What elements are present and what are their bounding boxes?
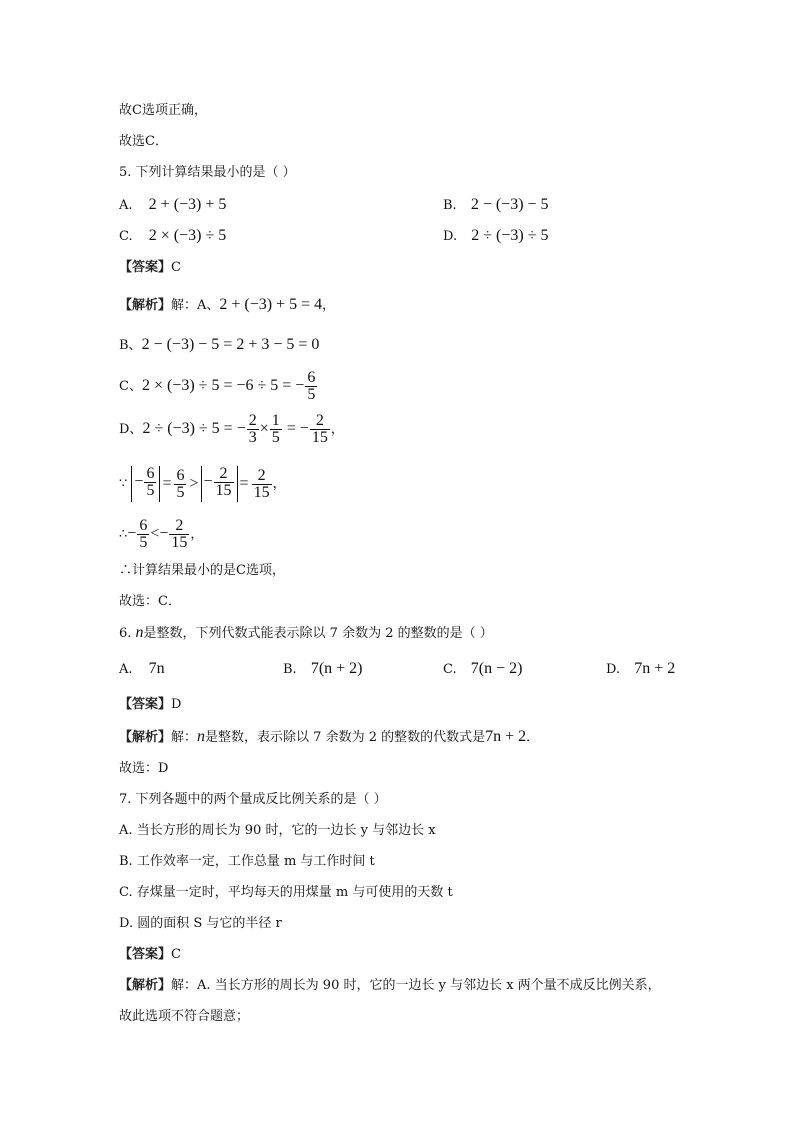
text: ， <box>190 527 204 542</box>
denominator: 3 <box>248 429 257 446</box>
numerator: 6 <box>307 369 316 386</box>
math-expr: 2 − (−3) − 5 = 2 + 3 − 5 = 0 <box>141 336 320 353</box>
math-expr: 2 + (−3) + 5 <box>148 196 227 213</box>
fraction <box>270 413 282 446</box>
therefore-symbol: ∴ <box>119 527 128 542</box>
operator: = <box>286 420 296 437</box>
option-c: C. 存煤量一定时，平均每天的用煤量 m 与可使用的天数 t <box>119 885 453 900</box>
question-5: 5. 下列计算结果最小的是（ ） <box>119 165 296 180</box>
operator: − <box>134 473 144 490</box>
text: 是整数，表示除以 7 余数为 2 的整数的代数式是 <box>205 730 486 745</box>
numerator: 2 <box>248 412 257 429</box>
fraction <box>214 466 234 499</box>
text: D、 <box>119 422 143 437</box>
math-expr: 7(n − 2) <box>470 660 523 677</box>
numerator: 2 <box>252 468 272 485</box>
fraction <box>144 466 156 499</box>
answer-tag: 【答案】 <box>119 947 172 962</box>
operator: − <box>203 473 213 490</box>
option-d: D. 圆的面积 S 与它的半径 r <box>119 916 282 931</box>
math-expr: 2 − (−3) − 5 <box>470 196 549 213</box>
text: B、 <box>119 338 142 353</box>
operator: = <box>162 474 172 492</box>
option-a: A. 当长方形的周长为 90 时，它的一边长 y 与邻边长 x <box>119 823 436 838</box>
answer-value: D <box>171 697 182 712</box>
denominator: 15 <box>215 482 232 499</box>
denominator: 15 <box>171 534 188 551</box>
denominator: 5 <box>307 386 316 403</box>
option-a <box>119 660 165 679</box>
answer-line <box>119 946 181 964</box>
answer-line <box>119 696 181 714</box>
fraction <box>174 468 186 501</box>
denominator: 15 <box>253 483 270 501</box>
numerator: 1 <box>271 412 280 429</box>
numerator: 2 <box>169 518 189 535</box>
denominator: 5 <box>176 483 185 501</box>
text-line: 故选：C． <box>119 594 181 609</box>
analysis-line <box>119 977 661 995</box>
numerator: 2 <box>214 466 234 483</box>
text: 6. <box>119 626 136 641</box>
text: ． <box>526 730 540 745</box>
text: 解：A. 当长方形的周长为 90 时，它的一边长 y 与邻边长 x 两个量不成反比例关系， <box>171 978 661 993</box>
denominator: 5 <box>271 429 280 446</box>
analysis-line <box>119 296 335 315</box>
text-line: 故C选项正确， <box>119 103 207 118</box>
operator: − <box>127 525 137 542</box>
option-b <box>283 660 363 679</box>
option-label: D. <box>443 229 458 244</box>
operator: = <box>239 474 249 492</box>
denominator: 5 <box>146 482 155 499</box>
numerator: 6 <box>176 466 185 484</box>
option-b: B. 工作效率一定，工作总量 m 与工作时间 t <box>119 854 375 869</box>
option-label: A. <box>119 662 133 677</box>
option-label: C. <box>443 662 457 677</box>
answer-value: C <box>171 260 181 275</box>
answer-value: C <box>171 947 181 962</box>
fraction <box>137 518 149 551</box>
operator: < <box>150 525 160 542</box>
because-symbol: ∵ <box>119 476 128 492</box>
answer-tag: 【答案】 <box>119 260 172 275</box>
text-line: 故选C． <box>119 134 168 149</box>
analysis-line <box>119 728 539 747</box>
analysis-step-b <box>119 336 319 355</box>
operator: × <box>259 420 269 437</box>
text-line: ∴计算结果最小的是C选项， <box>119 563 285 578</box>
option-a <box>119 196 226 215</box>
operator: − <box>299 420 309 437</box>
option-b <box>443 196 549 215</box>
denominator: 5 <box>139 534 148 551</box>
math-expr: 2 ÷ (−3) ÷ 5 <box>471 227 549 244</box>
analysis-tag: 【解析】 <box>119 978 172 993</box>
analysis-tag: 【解析】 <box>119 298 172 313</box>
math-expr: 2 × (−3) ÷ 5 = −6 ÷ 5 = − <box>141 377 305 394</box>
analysis-tag: 【解析】 <box>119 730 172 745</box>
option-label: B. <box>443 198 457 213</box>
numerator: 6 <box>146 465 155 482</box>
option-c <box>119 227 226 246</box>
text-line: 故此选项不符合题意； <box>119 1009 250 1024</box>
text: ， <box>330 422 344 437</box>
text: 解： <box>171 730 198 745</box>
answer-tag: 【答案】 <box>119 697 172 712</box>
question-7: 7. 下列各题中的两个量成反比例关系的是（ ） <box>119 792 387 807</box>
math-var: n <box>135 624 144 641</box>
option-d <box>606 660 675 679</box>
math-expr: 7n + 2 <box>634 660 676 677</box>
text: 是整数，下列代数式能表示除以 7 余数为 2 的整数的是（ ） <box>143 626 493 641</box>
math-expr: 2 ÷ (−3) ÷ 5 = − <box>142 420 246 437</box>
math-expr: 7n <box>148 660 165 677</box>
denominator: 15 <box>311 429 328 446</box>
analysis-step-d <box>119 413 344 446</box>
math-var: n <box>197 728 206 745</box>
math-expr: 2 + (−3) + 5 = 4 <box>219 296 323 313</box>
text-line: 故选：D <box>119 761 169 776</box>
answer-line <box>119 259 181 277</box>
numerator: 6 <box>139 517 148 534</box>
fraction <box>310 413 330 446</box>
fraction <box>252 468 272 501</box>
option-label: D. <box>606 662 621 677</box>
fraction <box>169 518 189 551</box>
option-label: A. <box>119 198 133 213</box>
text: ， <box>272 476 286 492</box>
operator: − <box>159 525 169 542</box>
text: C、 <box>119 379 142 394</box>
because-line <box>119 466 286 502</box>
option-label: B. <box>283 662 297 677</box>
analysis-step-c <box>119 370 318 403</box>
math-expr: 7(n + 2) <box>310 660 363 677</box>
numerator: 2 <box>310 413 330 430</box>
option-label: C. <box>119 229 133 244</box>
math-expr: 7n + 2 <box>485 728 527 745</box>
text: ， <box>322 298 336 313</box>
math-expr: 2 × (−3) ÷ 5 <box>148 227 227 244</box>
fraction <box>305 370 317 403</box>
absolute-value <box>201 466 238 502</box>
text: 解：A、 <box>171 298 220 313</box>
therefore-line <box>119 518 203 551</box>
option-c <box>443 660 522 679</box>
absolute-value <box>131 466 160 502</box>
question-6 <box>119 624 493 643</box>
option-d <box>443 227 548 246</box>
fraction <box>247 413 259 446</box>
operator: > <box>189 474 199 492</box>
